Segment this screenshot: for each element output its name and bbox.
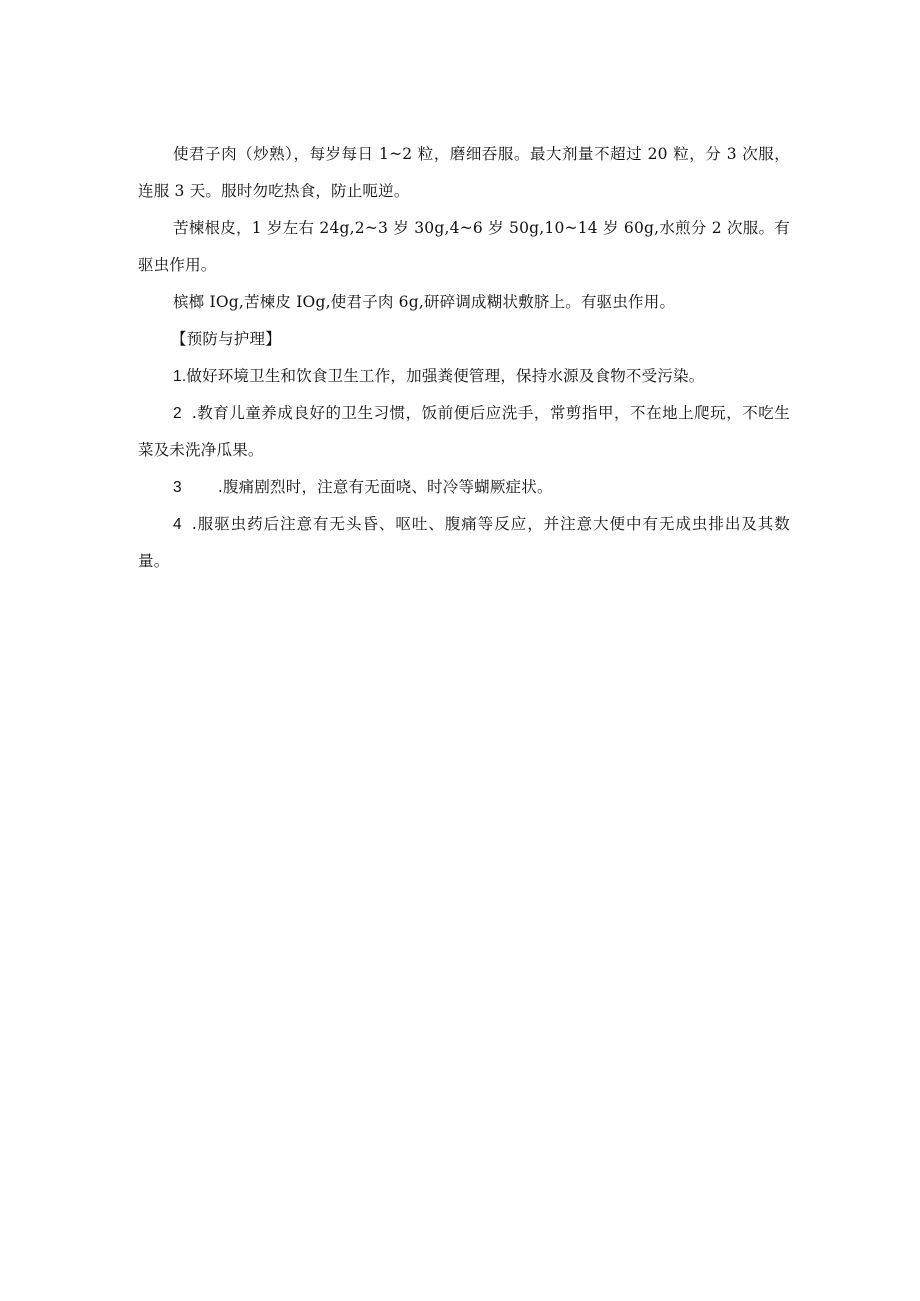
- paragraph-binglang: 槟榔 IOg,苦楝皮 IOg,使君子肉 6g,研碎调成糊状敷脐上。有驱虫作用。: [173, 293, 676, 311]
- care-item-3: [138, 469, 790, 506]
- section-heading-prevention: 【预防与护理】: [171, 330, 281, 348]
- care-item-4: [138, 506, 790, 580]
- care-item-text: .服驱虫药后注意有无头昏、呕吐、腹痛等反应，并注意大便中有无成虫排出及其数量。: [138, 515, 790, 570]
- paragraph-shijunzi: 使君子肉（炒熟），每岁每日 1~2 粒，磨细吞服。最大剂量不超过 20 粒，分 3 次服，连服 3 天。服时勿吃热食，防止呃逆。: [138, 145, 790, 200]
- care-item-number: 1.: [173, 368, 187, 385]
- paragraph-kulian-root: 苦楝根皮，1 岁左右 24g,2~3 岁 30g,4~6 岁 50g,10~14 岁 60g,水煎分 2 次服。有驱虫作用。: [138, 219, 790, 274]
- care-item-text: 做好环境卫生和饮食卫生工作，加强粪便管理，保持水源及食物不受污染。: [186, 367, 705, 385]
- care-item-number: 2: [173, 405, 182, 422]
- document-body: [138, 136, 790, 580]
- care-item-number: 3: [173, 479, 182, 496]
- care-item-2: [138, 395, 790, 469]
- care-item-text: .腹痛剧烈时，注意有无面哓、时冷等蝴厥症状。: [217, 478, 553, 496]
- care-item-number: 4: [173, 516, 182, 533]
- care-item-1: [138, 358, 790, 395]
- care-item-text: .教育儿童养成良好的卫生习惯，饭前便后应洗手，常剪指甲，不在地上爬玩，不吃生菜及未洗净瓜果。: [138, 404, 790, 459]
